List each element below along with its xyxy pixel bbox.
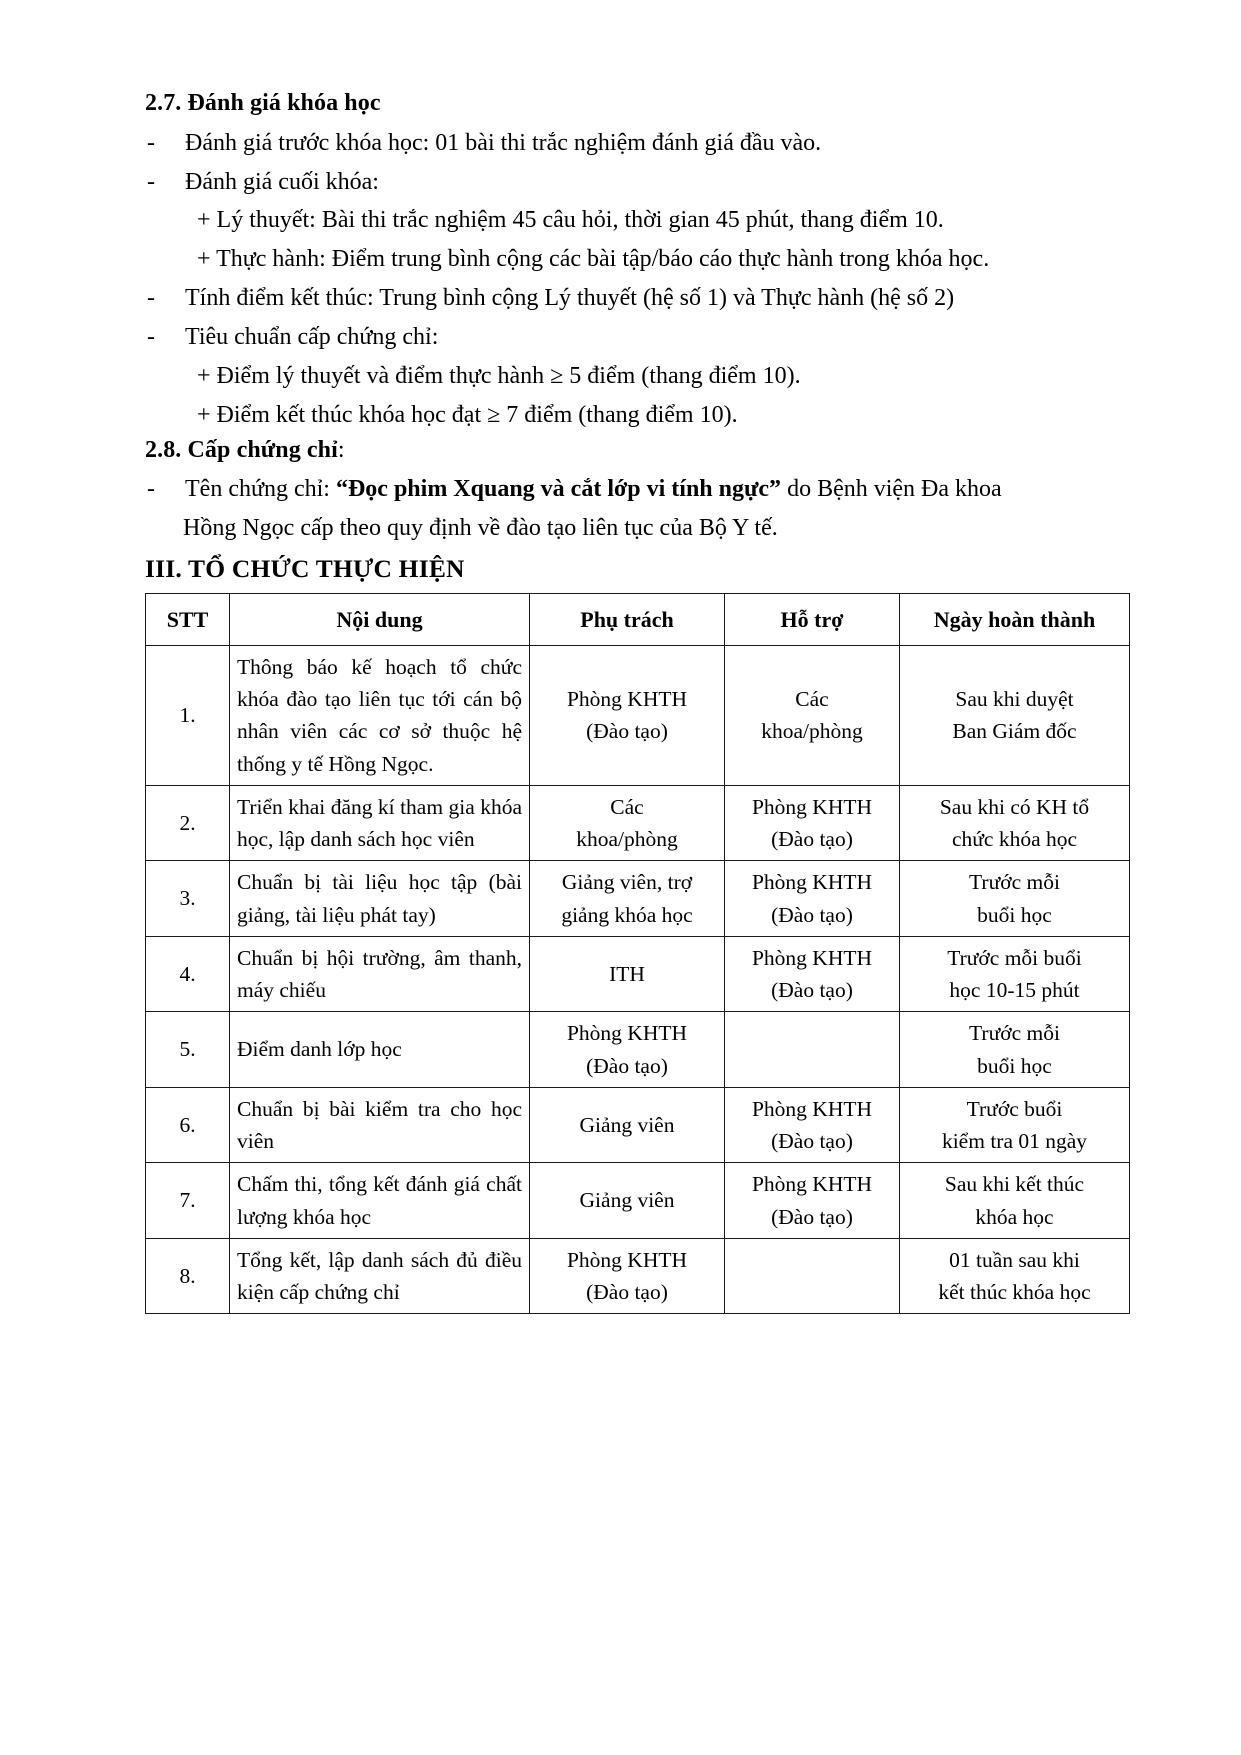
- cell-line: (Đào tạo): [586, 719, 668, 744]
- cell-line: Phòng KHTH: [751, 870, 873, 895]
- cell-line: Giảng viên: [579, 1112, 675, 1137]
- cell-ngay-hoan-thanh: [900, 1238, 1130, 1314]
- cell-stt: 1.: [146, 645, 230, 785]
- cell-line: chức khóa học: [951, 827, 1078, 851]
- cell-ngay-hoan-thanh: [900, 1163, 1130, 1239]
- certificate-text: [185, 470, 1133, 509]
- cell-noi-dung: Điểm danh lớp học: [230, 1012, 530, 1088]
- cell-phu-trach: [530, 1238, 725, 1314]
- cell-ho-tro: [725, 936, 900, 1012]
- cell-line: Ban Giám đốc: [952, 719, 1077, 744]
- cell-stt: 7.: [146, 1163, 230, 1239]
- table-row: [146, 936, 1130, 1012]
- cell-phu-trach: [530, 1087, 725, 1163]
- bullet-item: [145, 124, 1133, 163]
- bullet-text: Đánh giá cuối khóa:: [185, 168, 379, 195]
- cell-line: Sau khi duyệt: [955, 687, 1074, 711]
- cell-line: buổi học: [977, 902, 1052, 927]
- heading-2-8-colon: :: [337, 436, 345, 463]
- cell-phu-trach: [530, 645, 725, 785]
- cell-ngay-hoan-thanh: [900, 936, 1130, 1012]
- cell-line: (Đào tạo): [771, 902, 853, 927]
- cell-line: Trước mỗi: [969, 870, 1060, 895]
- cell-ho-tro: [725, 785, 900, 861]
- cell-line: Phòng KHTH: [751, 945, 873, 970]
- cell-noi-dung: Chuẩn bị hội trường, âm thanh, máy chiếu: [230, 936, 530, 1012]
- table-row: [146, 1238, 1130, 1314]
- cell-line: Phòng KHTH: [751, 1096, 873, 1121]
- cell-line: Phòng KHTH: [566, 1021, 688, 1046]
- cell-noi-dung: Chuẩn bị bài kiểm tra cho học viên: [230, 1087, 530, 1163]
- table-row: [146, 785, 1130, 861]
- cell-line: học 10-15 phút: [949, 978, 1080, 1002]
- cell-noi-dung: Triển khai đăng kí tham gia khóa học, lập danh sách học viên: [230, 785, 530, 861]
- cell-phu-trach: [530, 1012, 725, 1088]
- sub-item-ly-thuyet: + Lý thuyết: Bài thi trắc nghiệm 45 câu hỏi, thời gian 45 phút, thang điểm 10.: [197, 207, 944, 234]
- cell-stt: 6.: [146, 1087, 230, 1163]
- table-row: [146, 861, 1130, 937]
- cell-line: ITH: [609, 961, 645, 986]
- cell-line: Trước mỗi buổi: [947, 945, 1082, 970]
- table-row: [146, 1012, 1130, 1088]
- cell-phu-trach: [530, 1163, 725, 1239]
- cell-line: Các: [610, 794, 644, 819]
- table-row: [146, 645, 1130, 785]
- cell-ho-tro: [725, 861, 900, 937]
- cell-stt: 8.: [146, 1238, 230, 1314]
- cell-noi-dung: Thông báo kế hoạch tổ chức khóa đào tạo liên tục tới cán bộ nhân viên các cơ sở thuộc hệ thống y tế Hồng Ngọc.: [230, 645, 530, 785]
- cell-line: Phòng KHTH: [566, 1247, 688, 1272]
- cell-line: Sau khi kết thúc: [944, 1172, 1085, 1197]
- table-row: [146, 1163, 1130, 1239]
- bullet-dash: -: [147, 324, 155, 351]
- cell-ho-tro: [725, 1087, 900, 1163]
- heading-2-8: [145, 435, 1133, 467]
- certificate-prefix: Tên chứng chỉ:: [185, 476, 336, 503]
- cell-stt: 2.: [146, 785, 230, 861]
- cell-line: buổi học: [977, 1053, 1052, 1078]
- cell-line: (Đào tạo): [771, 1204, 853, 1229]
- bullet-dash: -: [147, 285, 155, 312]
- table-header-noi-dung: Nội dung: [230, 593, 530, 645]
- bullet-item: [145, 318, 1133, 357]
- cell-ngay-hoan-thanh: [900, 1012, 1130, 1088]
- certificate-line-2: Hồng Ngọc cấp theo quy định về đào tạo liên tục của Bộ Y tế.: [183, 515, 778, 542]
- cell-line: Phòng KHTH: [751, 794, 873, 819]
- cell-ho-tro: [725, 1163, 900, 1239]
- cell-ngay-hoan-thanh: [900, 1087, 1130, 1163]
- bullet-dash: -: [147, 168, 155, 195]
- heading-section-iii: III. TỔ CHỨC THỰC HIỆN: [145, 554, 465, 584]
- bullet-item: [145, 163, 1133, 202]
- heading-2-8-bold: 2.8. Cấp chứng chỉ: [145, 436, 338, 463]
- sub-item-diem-ket-thuc: + Điểm kết thúc khóa học đạt ≥ 7 điểm (thang điểm 10).: [197, 401, 738, 428]
- sub-item-diem-ly-thuyet: + Điểm lý thuyết và điểm thực hành ≥ 5 điểm (thang điểm 10).: [197, 362, 801, 389]
- cell-line: 01 tuần sau khi: [949, 1247, 1080, 1272]
- table-row: [146, 1087, 1130, 1163]
- cell-line: Phòng KHTH: [751, 1172, 873, 1197]
- cell-noi-dung: Chấm thi, tổng kết đánh giá chất lượng khóa học: [230, 1163, 530, 1239]
- cell-ho-tro: [725, 645, 900, 785]
- organization-table: [145, 593, 1130, 1315]
- bullet-text: Tiêu chuẩn cấp chứng chỉ:: [185, 324, 439, 351]
- cell-line: (Đào tạo): [771, 827, 853, 851]
- cell-line: Trước mỗi: [969, 1021, 1060, 1046]
- cell-stt: 3.: [146, 861, 230, 937]
- bullet-dash: -: [147, 129, 155, 156]
- cell-line: (Đào tạo): [586, 1280, 668, 1304]
- cell-line: (Đào tạo): [771, 978, 853, 1002]
- table-header-phu-trach: Phụ trách: [530, 593, 725, 645]
- table-header-ngay-hoan-thanh: Ngày hoàn thành: [900, 593, 1130, 645]
- cell-line: Sau khi có KH tổ: [939, 794, 1090, 819]
- certificate-suffix: do Bệnh viện Đa khoa: [781, 476, 1002, 503]
- bullet-item: [145, 279, 1133, 318]
- cell-noi-dung: Tổng kết, lập danh sách đủ điều kiện cấp chứng chỉ: [230, 1238, 530, 1314]
- bullet-item-certificate: [145, 470, 1133, 509]
- sub-item-thuc-hanh: + Thực hành: Điểm trung bình cộng các bài tập/báo cáo thực hành trong khóa học.: [197, 246, 990, 273]
- cell-ngay-hoan-thanh: [900, 785, 1130, 861]
- cell-line: Các: [795, 687, 829, 711]
- cell-phu-trach: [530, 936, 725, 1012]
- cell-line: Giảng viên, trợ: [561, 870, 693, 895]
- cell-stt: 4.: [146, 936, 230, 1012]
- cell-line: Phòng KHTH: [566, 687, 688, 711]
- cell-line: kết thúc khóa học: [938, 1280, 1091, 1304]
- table-header-stt: STT: [146, 593, 230, 645]
- bullet-text: Tính điểm kết thúc: Trung bình cộng Lý thuyết (hệ số 1) và Thực hành (hệ số 2): [185, 285, 955, 312]
- certificate-name: “Đọc phim Xquang và cắt lớp vi tính ngực”: [335, 476, 782, 503]
- cell-line: khoa/phòng: [576, 827, 678, 851]
- cell-stt: 5.: [146, 1012, 230, 1088]
- cell-line: giảng khóa học: [561, 902, 693, 927]
- cell-line: kiểm tra 01 ngày: [941, 1129, 1088, 1153]
- table-header-row: [146, 593, 1130, 645]
- heading-2-7: 2.7. Đánh giá khóa học: [145, 90, 381, 116]
- cell-ngay-hoan-thanh: [900, 645, 1130, 785]
- cell-line: khoa/phòng: [761, 719, 863, 744]
- cell-phu-trach: [530, 861, 725, 937]
- bullet-text: Đánh giá trước khóa học: 01 bài thi trắc nghiệm đánh giá đầu vào.: [185, 129, 822, 156]
- cell-ho-tro: [725, 1238, 900, 1314]
- cell-phu-trach: [530, 785, 725, 861]
- cell-line: (Đào tạo): [771, 1129, 853, 1153]
- cell-line: (Đào tạo): [586, 1053, 668, 1078]
- cell-noi-dung: Chuẩn bị tài liệu học tập (bài giảng, tài liệu phát tay): [230, 861, 530, 937]
- bullet-dash: -: [147, 476, 155, 503]
- cell-ngay-hoan-thanh: [900, 861, 1130, 937]
- cell-line: khóa học: [975, 1204, 1054, 1229]
- cell-line: Giảng viên: [579, 1188, 675, 1213]
- table-header-ho-tro: Hỗ trợ: [725, 593, 900, 645]
- cell-ho-tro: [725, 1012, 900, 1088]
- cell-line: Trước buổi: [966, 1096, 1063, 1121]
